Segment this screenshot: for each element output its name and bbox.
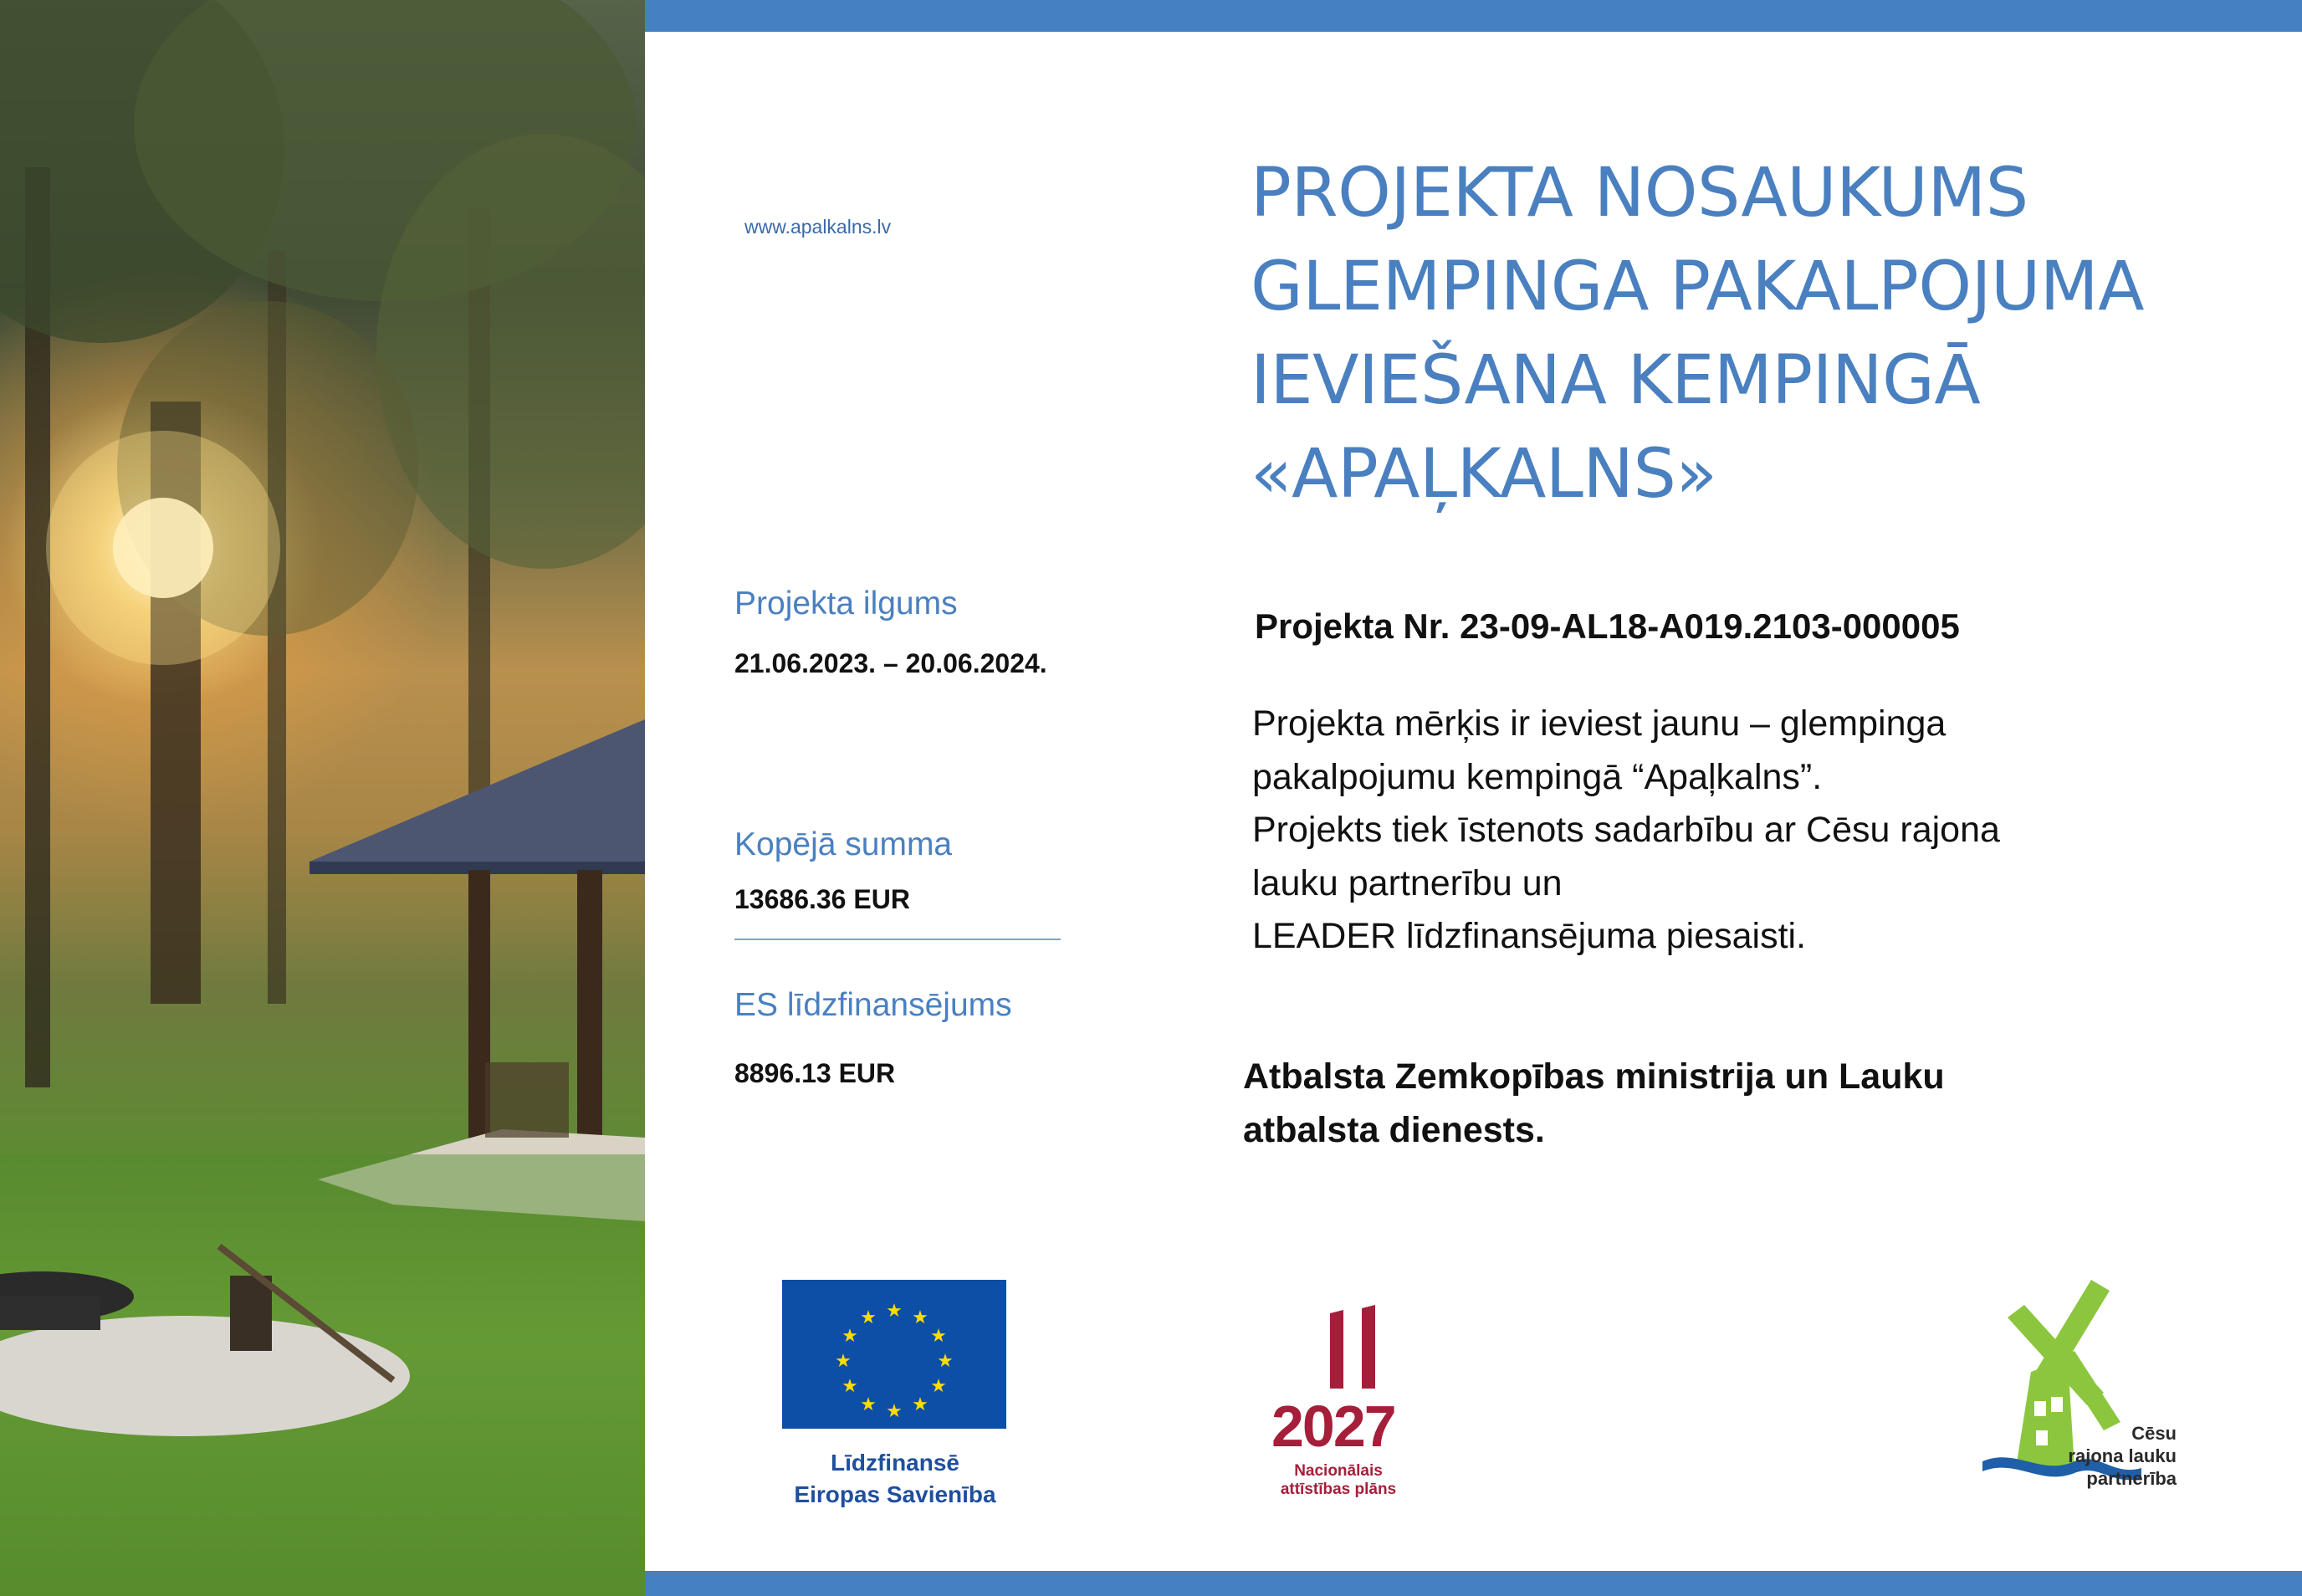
eu-flag-icon: [782, 1280, 1006, 1429]
support-statement: [1243, 1050, 1945, 1157]
eu-caption-line: Eiropas Savienība: [794, 1481, 996, 1507]
description-line: Projekta mērķis ir ieviest jaunu – glempinga: [1252, 703, 1946, 744]
description-line: Projekts tiek īstenots sadarbību ar Cēsu rajona: [1252, 810, 2000, 850]
ces-caption: [2059, 1422, 2177, 1490]
svg-text:★: ★: [842, 1376, 858, 1397]
eu-funding-value: 8896.13 EUR: [734, 1058, 896, 1088]
svg-text:★: ★: [930, 1326, 947, 1347]
eu-caption: [753, 1447, 1037, 1511]
eu-caption-line: Līdzfinansē: [830, 1450, 959, 1476]
website-link[interactable]: www.apalkalns.lv: [744, 216, 892, 238]
project-title: [1251, 146, 2279, 521]
ces-caption-line: partnerība: [2086, 1468, 2177, 1489]
svg-text:★: ★: [886, 1401, 903, 1422]
npa-caption-line: attīstības plāns: [1280, 1481, 1397, 1498]
npa-caption-line: Nacionālais: [1294, 1462, 1383, 1480]
description-line: pakalpojumu kempingā “Apaļkalns”.: [1252, 756, 1823, 797]
title-line: PROJEKTA NOSAUKUMS: [1251, 154, 2028, 233]
title-line: IEVIEŠANA KEMPINGĀ: [1251, 341, 1981, 420]
svg-text:★: ★: [912, 1394, 928, 1415]
description-line: LEADER līdzfinansējuma piesaisti.: [1252, 916, 1807, 956]
top-accent-bar: [645, 0, 2302, 32]
support-line: Atbalsta Zemkopības ministrija un Lauku: [1243, 1056, 1945, 1097]
total-value: 13686.36 EUR: [734, 884, 910, 914]
ces-caption-line: Cēsu: [2131, 1423, 2177, 1444]
svg-text:★: ★: [912, 1307, 928, 1328]
bottom-accent-bar: [645, 1571, 2302, 1596]
ces-caption-line: rajona lauku: [2068, 1445, 2177, 1466]
npa-logo-icon: [1263, 1305, 1414, 1397]
svg-text:★: ★: [930, 1376, 947, 1397]
title-line: «APAĻKALNS»: [1251, 435, 1717, 514]
campsite-photo-drawing: [0, 0, 645, 1596]
title-line: GLEMPINGA PAKALPOJUMA: [1251, 248, 2145, 326]
divider: [734, 939, 1061, 940]
duration-value: 21.06.2023. – 20.06.2024.: [734, 648, 1047, 678]
description-line: lauku partnerību un: [1252, 862, 1563, 903]
npa-caption: [1255, 1462, 1422, 1499]
svg-text:★: ★: [835, 1351, 852, 1372]
support-line: atbalsta dienests.: [1243, 1110, 1545, 1150]
npa-year: 2027: [1271, 1394, 1395, 1459]
svg-text:★: ★: [860, 1307, 877, 1328]
campsite-photo: [0, 0, 645, 1596]
svg-text:★: ★: [937, 1351, 954, 1372]
project-description: [1252, 698, 2000, 964]
duration-label: Projekta ilgums: [734, 586, 958, 622]
svg-text:★: ★: [886, 1301, 903, 1322]
svg-text:★: ★: [860, 1394, 877, 1415]
eu-funding-label: ES līdzfinansējums: [734, 987, 1012, 1023]
svg-text:★: ★: [842, 1326, 858, 1347]
total-label: Kopējā summa: [734, 826, 953, 862]
project-number: Projekta Nr. 23-09-AL18-A019.2103-000005: [1255, 606, 1960, 646]
